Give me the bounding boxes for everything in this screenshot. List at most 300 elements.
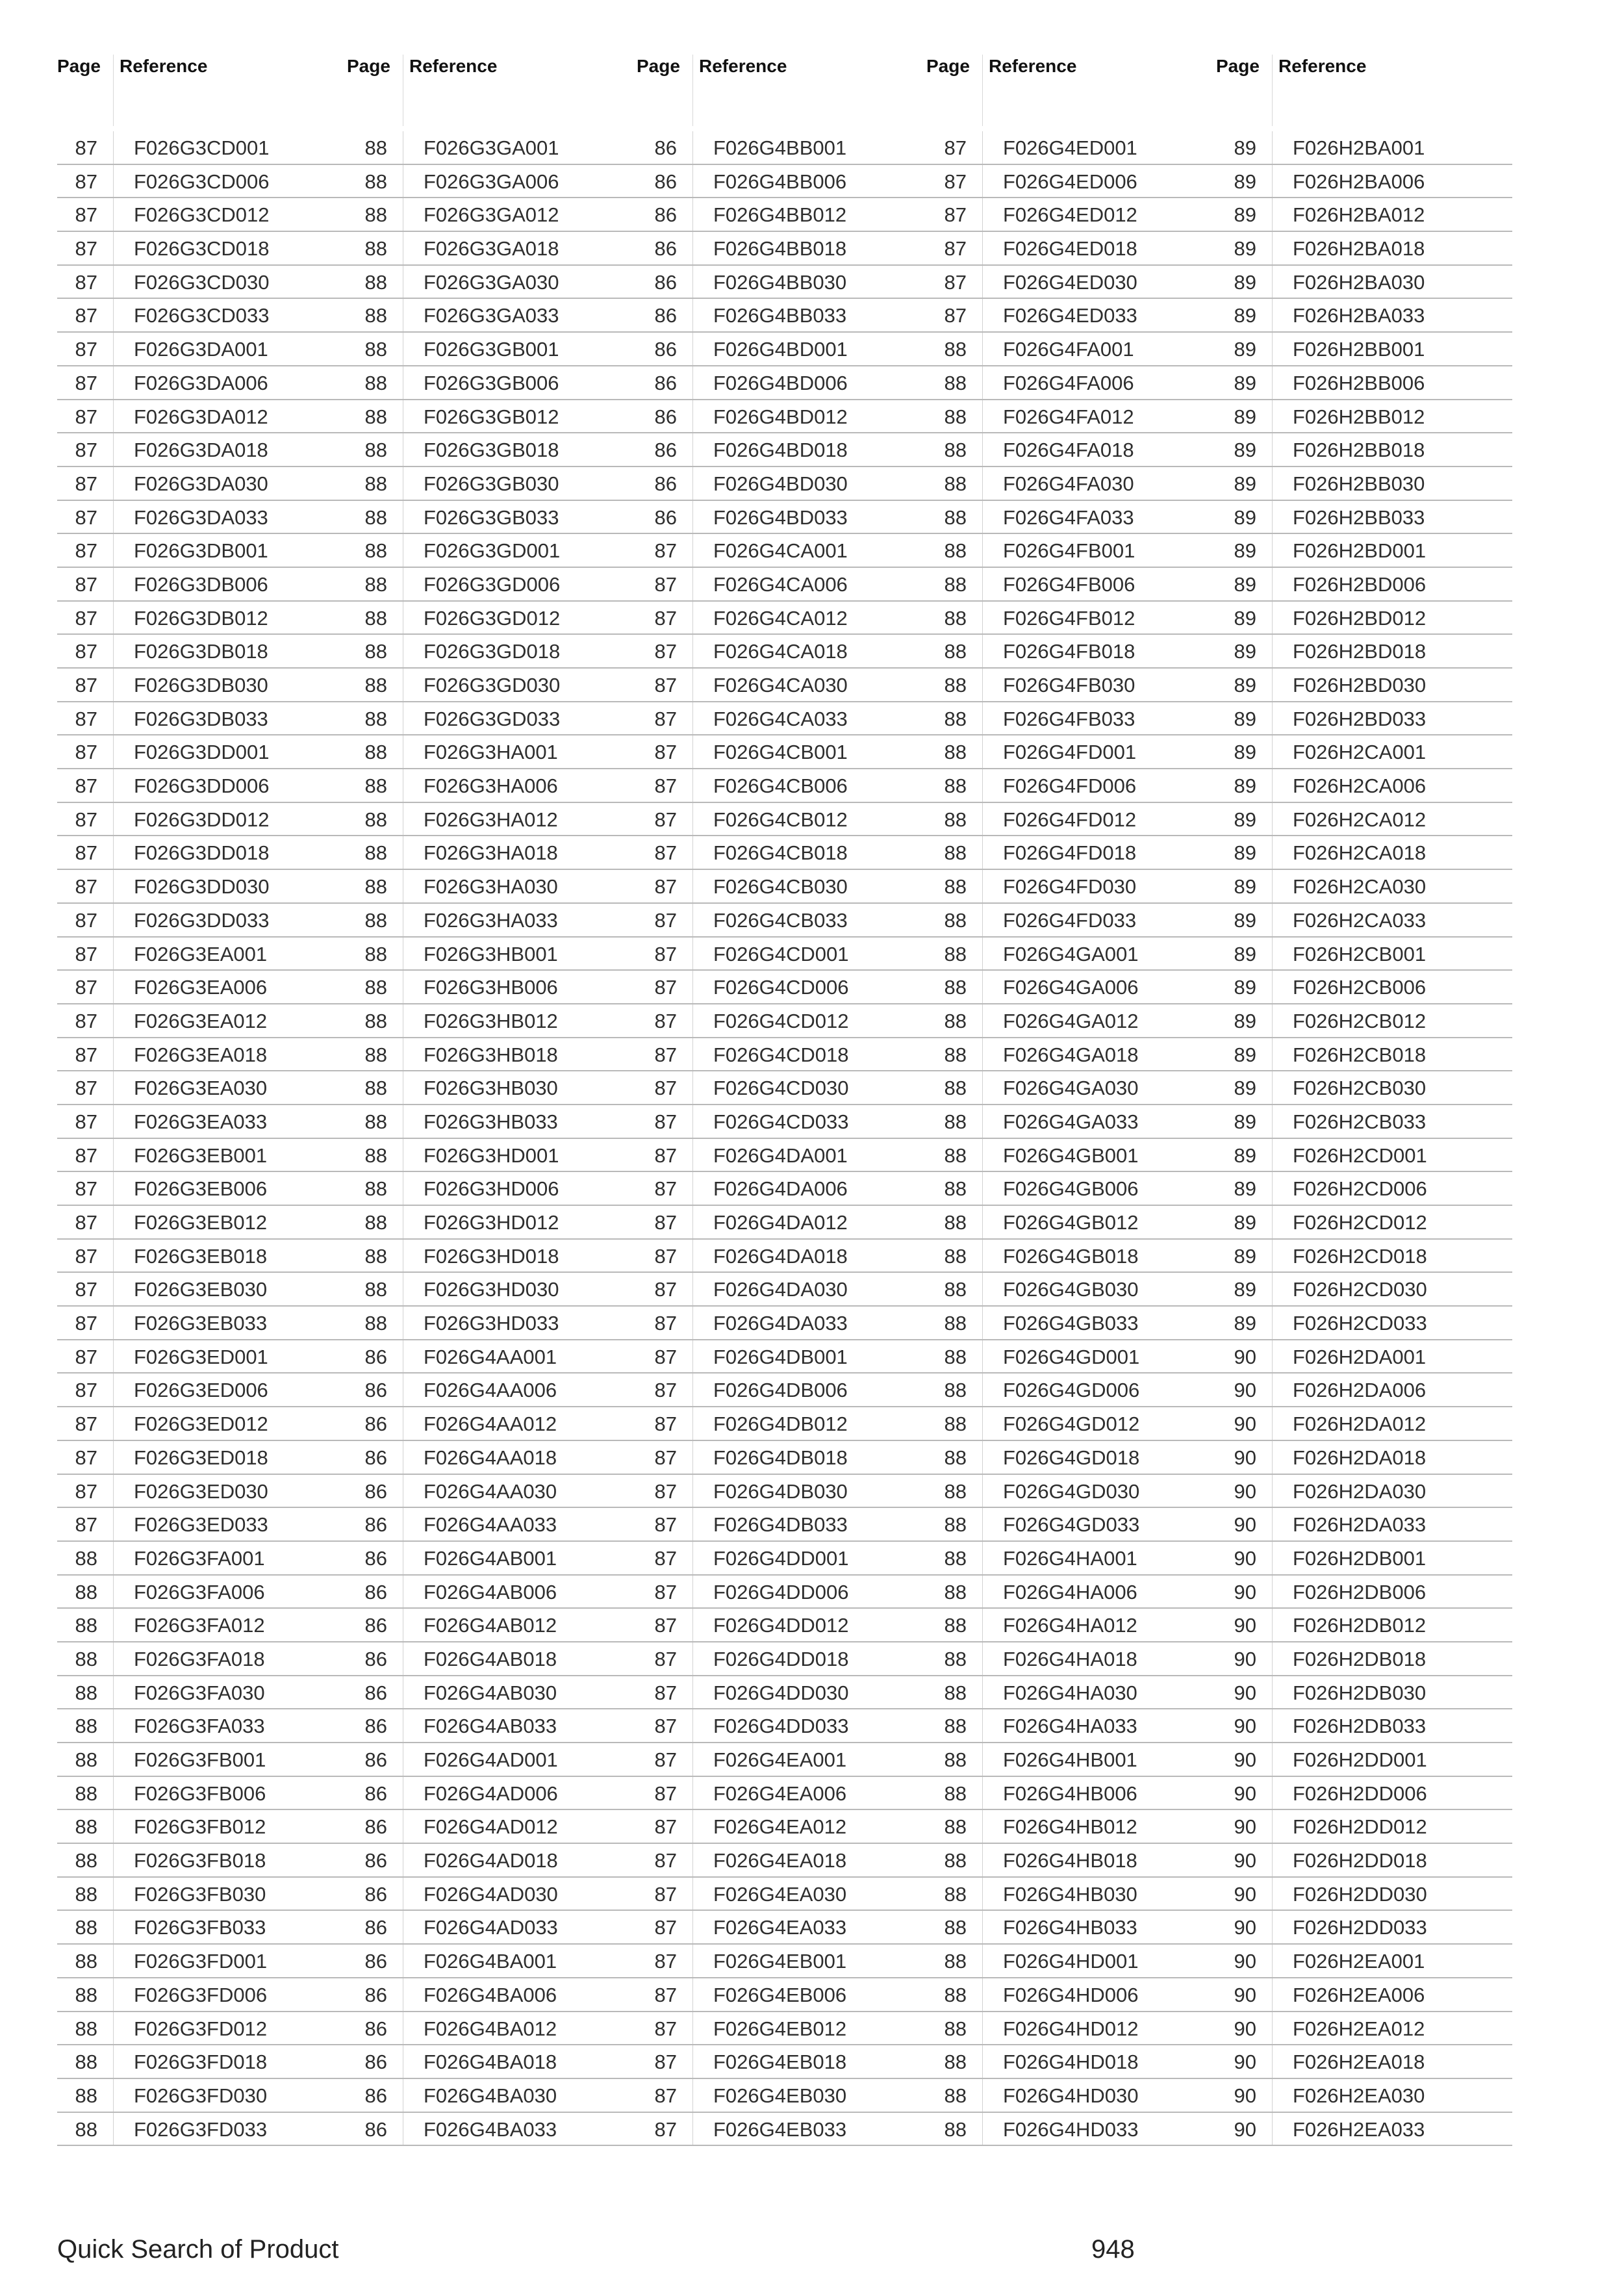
reference-cell: F026G4CD012 bbox=[713, 1009, 849, 1032]
table-row bbox=[57, 1576, 1512, 1609]
page-cell: 89 bbox=[1234, 1110, 1256, 1133]
reference-cell: F026G3GD018 bbox=[424, 640, 561, 663]
page-cell: 89 bbox=[1234, 237, 1256, 261]
reference-cell: F026G3HD018 bbox=[424, 1244, 559, 1268]
column-divider bbox=[1272, 971, 1273, 1003]
page-cell: 88 bbox=[944, 1379, 967, 1402]
column-divider bbox=[692, 55, 693, 126]
column-divider bbox=[982, 165, 983, 198]
table-row bbox=[57, 433, 1512, 467]
page-cell: 86 bbox=[364, 1815, 387, 1839]
page-cell: 89 bbox=[1234, 841, 1256, 865]
reference-cell: F026G3FB030 bbox=[134, 1882, 266, 1906]
reference-cell: F026H2CB001 bbox=[1293, 942, 1427, 965]
reference-cell: F026G4EA030 bbox=[713, 1882, 847, 1906]
column-divider bbox=[113, 266, 114, 298]
page-cell: 87 bbox=[654, 707, 677, 730]
reference-cell: F026G4FB012 bbox=[1003, 606, 1136, 630]
column-divider bbox=[692, 1878, 693, 1910]
reference-cell: F026G4DB012 bbox=[713, 1412, 848, 1436]
page-cell: 87 bbox=[654, 1345, 677, 1368]
column-divider bbox=[692, 702, 693, 735]
page-cell: 86 bbox=[364, 1513, 387, 1537]
page-cell: 88 bbox=[75, 1748, 97, 1771]
page-cell: 86 bbox=[364, 1882, 387, 1906]
page-cell: 87 bbox=[75, 371, 97, 394]
column-divider bbox=[692, 1709, 693, 1742]
column-divider bbox=[982, 870, 983, 902]
page-cell: 88 bbox=[944, 1983, 967, 2006]
column-divider bbox=[1272, 433, 1273, 466]
reference-cell: F026G4EB001 bbox=[713, 1950, 847, 1973]
reference-cell: F026G4GD018 bbox=[1003, 1446, 1140, 1469]
reference-cell: F026G4GA030 bbox=[1003, 1077, 1139, 1100]
page-cell: 90 bbox=[1234, 1412, 1256, 1436]
page-cell: 87 bbox=[654, 1715, 677, 1738]
page-cell: 89 bbox=[1234, 1312, 1256, 1335]
reference-cell: F026H2DA006 bbox=[1293, 1379, 1427, 1402]
table-row bbox=[57, 1475, 1512, 1509]
reference-cell: F026G4AB006 bbox=[424, 1580, 557, 1603]
page-cell: 88 bbox=[75, 1983, 97, 2006]
reference-cell: F026H2DB018 bbox=[1293, 1647, 1427, 1670]
reference-cell: F026H2BB018 bbox=[1293, 439, 1425, 462]
column-divider bbox=[692, 366, 693, 399]
column-divider bbox=[113, 735, 114, 768]
page-cell: 87 bbox=[75, 1077, 97, 1100]
column-divider bbox=[982, 266, 983, 298]
column-divider bbox=[113, 1373, 114, 1406]
page-cell: 90 bbox=[1234, 1647, 1256, 1670]
column-divider bbox=[982, 1071, 983, 1104]
reference-cell: F026G3HB012 bbox=[424, 1009, 558, 1032]
table-row bbox=[57, 2045, 1512, 2079]
page-cell: 88 bbox=[944, 942, 967, 965]
reference-cell: F026G4AD033 bbox=[424, 1916, 558, 1939]
page-cell: 87 bbox=[654, 1983, 677, 2006]
page-cell: 86 bbox=[364, 1614, 387, 1637]
page-cell: 87 bbox=[654, 1950, 677, 1973]
reference-cell: F026G3FA006 bbox=[134, 1580, 265, 1603]
reference-cell: F026H2DB030 bbox=[1293, 1681, 1427, 1704]
reference-cell: F026G3HA018 bbox=[424, 841, 558, 865]
table-row bbox=[57, 534, 1512, 568]
page-cell: 87 bbox=[654, 1647, 677, 1670]
reference-cell: F026G4AA001 bbox=[424, 1345, 557, 1368]
column-divider bbox=[692, 1743, 693, 1776]
reference-cell: F026G3CD006 bbox=[134, 170, 270, 193]
page-cell: 88 bbox=[75, 2084, 97, 2107]
reference-cell: F026G4HD012 bbox=[1003, 2017, 1139, 2040]
column-divider bbox=[692, 534, 693, 567]
reference-cell: F026G4HB033 bbox=[1003, 1916, 1137, 1939]
column-divider bbox=[113, 702, 114, 735]
reference-cell: F026G4CD006 bbox=[713, 976, 849, 999]
reference-cell: F026G3EA033 bbox=[134, 1110, 268, 1133]
table-row bbox=[57, 2012, 1512, 2046]
page-cell: 90 bbox=[1234, 1815, 1256, 1839]
column-divider bbox=[692, 1609, 693, 1641]
reference-cell: F026G4ED030 bbox=[1003, 270, 1137, 294]
column-divider bbox=[113, 1240, 114, 1272]
column-divider bbox=[1272, 1743, 1273, 1776]
reference-cell: F026G4DA018 bbox=[713, 1244, 848, 1268]
page-cell: 87 bbox=[654, 1479, 677, 1503]
column-divider bbox=[692, 1004, 693, 1037]
reference-cell: F026G3GA012 bbox=[424, 203, 559, 227]
column-divider bbox=[982, 1576, 983, 1608]
page-cell: 87 bbox=[654, 2017, 677, 2040]
page-cell: 87 bbox=[75, 1345, 97, 1368]
header-page-5: Page bbox=[1216, 56, 1260, 76]
page-cell: 90 bbox=[1234, 1983, 1256, 2006]
column-divider bbox=[692, 870, 693, 902]
column-divider bbox=[1272, 2113, 1273, 2145]
page-cell: 87 bbox=[75, 976, 97, 999]
page-cell: 87 bbox=[75, 1043, 97, 1066]
reference-cell: F026G4CD018 bbox=[713, 1043, 849, 1066]
page-cell: 87 bbox=[654, 908, 677, 932]
reference-cell: F026G4BB033 bbox=[713, 304, 847, 327]
reference-cell: F026G3DB001 bbox=[134, 539, 268, 563]
column-divider bbox=[1272, 1004, 1273, 1037]
page-cell: 87 bbox=[75, 1009, 97, 1032]
page-cell: 89 bbox=[1234, 405, 1256, 428]
reference-cell: F026H2CB018 bbox=[1293, 1043, 1427, 1066]
page-cell: 88 bbox=[364, 572, 387, 596]
column-divider bbox=[692, 1576, 693, 1608]
reference-cell: F026H2EA030 bbox=[1293, 2084, 1425, 2107]
column-divider bbox=[982, 1004, 983, 1037]
reference-cell: F026H2CA012 bbox=[1293, 808, 1427, 831]
column-divider bbox=[982, 669, 983, 701]
reference-cell: F026G3EB006 bbox=[134, 1177, 268, 1201]
reference-cell: F026G4FB006 bbox=[1003, 572, 1136, 596]
page-cell: 90 bbox=[1234, 1345, 1256, 1368]
reference-cell: F026H2CA006 bbox=[1293, 774, 1427, 798]
column-divider bbox=[113, 467, 114, 500]
header-reference-1: Reference bbox=[120, 56, 208, 76]
page-cell: 90 bbox=[1234, 1513, 1256, 1537]
reference-cell: F026H2BA006 bbox=[1293, 170, 1425, 193]
page-cell: 89 bbox=[1234, 908, 1256, 932]
column-divider bbox=[113, 635, 114, 667]
reference-cell: F026G3CD033 bbox=[134, 304, 270, 327]
reference-cell: F026H2EA012 bbox=[1293, 2017, 1425, 2040]
reference-cell: F026H2EA018 bbox=[1293, 2050, 1425, 2074]
table-row bbox=[57, 467, 1512, 501]
column-divider bbox=[692, 1206, 693, 1238]
reference-cell: F026H2BA033 bbox=[1293, 304, 1425, 327]
reference-cell: F026H2DB033 bbox=[1293, 1715, 1427, 1738]
page-cell: 86 bbox=[364, 1681, 387, 1704]
reference-cell: F026G3HD012 bbox=[424, 1211, 559, 1234]
reference-cell: F026G3GA001 bbox=[424, 136, 559, 159]
reference-cell: F026G3DA012 bbox=[134, 405, 268, 428]
page-cell: 88 bbox=[75, 2117, 97, 2141]
reference-cell: F026G4BB006 bbox=[713, 170, 847, 193]
column-divider bbox=[982, 2079, 983, 2112]
reference-cell: F026G3FB001 bbox=[134, 1748, 266, 1771]
page-cell: 89 bbox=[1234, 572, 1256, 596]
table-row bbox=[57, 1004, 1512, 1038]
page-cell: 88 bbox=[944, 1479, 967, 1503]
page-cell: 89 bbox=[1234, 1009, 1256, 1032]
column-divider bbox=[982, 501, 983, 533]
page-cell: 90 bbox=[1234, 2084, 1256, 2107]
column-divider bbox=[692, 2113, 693, 2145]
page-cell: 87 bbox=[654, 1614, 677, 1637]
page-cell: 86 bbox=[654, 371, 677, 394]
reference-cell: F026G3HA001 bbox=[424, 741, 558, 764]
reference-cell: F026G4BA018 bbox=[424, 2050, 557, 2074]
column-divider bbox=[982, 1407, 983, 1440]
reference-cell: F026G4FA006 bbox=[1003, 371, 1134, 394]
page-cell: 88 bbox=[364, 304, 387, 327]
column-divider bbox=[982, 1307, 983, 1339]
column-divider bbox=[113, 1071, 114, 1104]
reference-cell: F026H2BD018 bbox=[1293, 640, 1427, 663]
page-cell: 87 bbox=[944, 270, 967, 294]
page-cell: 88 bbox=[944, 841, 967, 865]
reference-cell: F026H2CA030 bbox=[1293, 875, 1427, 899]
reference-cell: F026G4DA033 bbox=[713, 1312, 848, 1335]
reference-cell: F026G4AB018 bbox=[424, 1647, 557, 1670]
column-divider bbox=[982, 2045, 983, 2078]
column-divider bbox=[692, 1978, 693, 2011]
column-divider bbox=[982, 1105, 983, 1138]
table-row bbox=[57, 400, 1512, 434]
reference-cell: F026G3DD033 bbox=[134, 908, 270, 932]
reference-cell: F026H2BA012 bbox=[1293, 203, 1425, 227]
table-row bbox=[57, 232, 1512, 266]
page-cell: 89 bbox=[1234, 371, 1256, 394]
reference-cell: F026G4CA001 bbox=[713, 539, 848, 563]
reference-cell: F026G3HA012 bbox=[424, 808, 558, 831]
page-cell: 90 bbox=[1234, 1950, 1256, 1973]
reference-cell: F026G4CA012 bbox=[713, 606, 848, 630]
page-cell: 88 bbox=[944, 1782, 967, 1805]
reference-cell: F026G4AB001 bbox=[424, 1546, 557, 1570]
reference-cell: F026G3DB030 bbox=[134, 674, 268, 696]
reference-cell: F026G4EB018 bbox=[713, 2050, 847, 2074]
table-row bbox=[57, 568, 1512, 602]
page-cell: 87 bbox=[75, 1177, 97, 1201]
column-divider bbox=[982, 299, 983, 331]
page-cell: 88 bbox=[364, 472, 387, 495]
table-row bbox=[57, 1844, 1512, 1878]
column-divider bbox=[1272, 1777, 1273, 1809]
page-cell: 88 bbox=[364, 774, 387, 798]
column-divider bbox=[692, 266, 693, 298]
page-cell: 87 bbox=[75, 170, 97, 193]
page-cell: 87 bbox=[654, 1009, 677, 1032]
page-cell: 88 bbox=[364, 371, 387, 394]
page-cell: 90 bbox=[1234, 1916, 1256, 1939]
page-cell: 88 bbox=[364, 1077, 387, 1100]
reference-cell: F026H2CD033 bbox=[1293, 1312, 1427, 1335]
reference-cell: F026G4CB030 bbox=[713, 875, 848, 899]
reference-cell: F026G4BD018 bbox=[713, 439, 848, 462]
column-divider bbox=[113, 1139, 114, 1171]
table-row bbox=[57, 1508, 1512, 1542]
reference-cell: F026G4DB006 bbox=[713, 1379, 848, 1402]
reference-cell: F026G3GB012 bbox=[424, 405, 559, 428]
reference-cell: F026H2EA006 bbox=[1293, 1983, 1425, 2006]
reference-cell: F026G4FB030 bbox=[1003, 674, 1136, 696]
page-cell: 89 bbox=[1234, 774, 1256, 798]
reference-cell: F026G3DD012 bbox=[134, 808, 270, 831]
page-cell: 88 bbox=[944, 674, 967, 696]
page-cell: 87 bbox=[75, 472, 97, 495]
column-divider bbox=[982, 1373, 983, 1406]
page-cell: 86 bbox=[364, 1479, 387, 1503]
page-cell: 89 bbox=[1234, 1143, 1256, 1167]
reference-cell: F026G4BB018 bbox=[713, 237, 847, 261]
reference-cell: F026G3EB030 bbox=[134, 1278, 268, 1301]
table-row bbox=[57, 1542, 1512, 1576]
reference-cell: F026G4DB018 bbox=[713, 1446, 848, 1469]
column-divider bbox=[1272, 836, 1273, 869]
column-divider bbox=[113, 1273, 114, 1305]
reference-cell: F026G3EA006 bbox=[134, 976, 268, 999]
reference-cell: F026G4DD033 bbox=[713, 1715, 849, 1738]
table-row bbox=[57, 501, 1512, 535]
page-cell: 87 bbox=[75, 774, 97, 798]
reference-cell: F026G3GB033 bbox=[424, 505, 559, 529]
page-cell: 88 bbox=[75, 1950, 97, 1973]
page-cell: 88 bbox=[75, 1647, 97, 1670]
column-divider bbox=[113, 1911, 114, 1943]
column-divider bbox=[1272, 501, 1273, 533]
page-cell: 88 bbox=[364, 707, 387, 730]
page-cell: 89 bbox=[1234, 304, 1256, 327]
page-cell: 88 bbox=[364, 640, 387, 663]
page-cell: 88 bbox=[364, 270, 387, 294]
header-reference-3: Reference bbox=[699, 56, 787, 76]
column-divider bbox=[692, 501, 693, 533]
column-divider bbox=[982, 602, 983, 634]
page-cell: 87 bbox=[654, 841, 677, 865]
reference-cell: F026H2DD012 bbox=[1293, 1815, 1427, 1839]
page-cell: 89 bbox=[1234, 808, 1256, 831]
reference-cell: F026G3HA033 bbox=[424, 908, 558, 932]
column-divider bbox=[1272, 1206, 1273, 1238]
column-divider bbox=[113, 1004, 114, 1037]
reference-cell: F026G3FD001 bbox=[134, 1950, 268, 1973]
reference-cell: F026G4AD012 bbox=[424, 1815, 558, 1839]
page-cell: 90 bbox=[1234, 1748, 1256, 1771]
page-cell: 88 bbox=[944, 1815, 967, 1839]
column-divider bbox=[982, 1978, 983, 2011]
reference-cell: F026G3HB018 bbox=[424, 1043, 558, 1066]
page-cell: 88 bbox=[944, 1312, 967, 1335]
page-cell: 86 bbox=[654, 203, 677, 227]
page-cell: 87 bbox=[654, 1916, 677, 1939]
reference-cell: F026G4BB001 bbox=[713, 136, 847, 159]
page-cell: 88 bbox=[944, 1345, 967, 1368]
reference-cell: F026G4GD033 bbox=[1003, 1513, 1140, 1537]
page-cell: 87 bbox=[75, 270, 97, 294]
page-cell: 88 bbox=[364, 1177, 387, 1201]
column-divider bbox=[692, 232, 693, 264]
reference-cell: F026H2DD033 bbox=[1293, 1916, 1427, 1939]
page-cell: 87 bbox=[654, 1580, 677, 1603]
page-cell: 89 bbox=[1234, 640, 1256, 663]
page-cell: 88 bbox=[75, 1580, 97, 1603]
page-cell: 87 bbox=[654, 1043, 677, 1066]
page-cell: 89 bbox=[1234, 1211, 1256, 1234]
column-divider bbox=[1272, 1038, 1273, 1071]
column-divider bbox=[692, 803, 693, 836]
column-divider bbox=[982, 333, 983, 365]
page-cell: 88 bbox=[944, 774, 967, 798]
table-row bbox=[57, 1676, 1512, 1710]
page-cell: 88 bbox=[364, 808, 387, 831]
column-divider bbox=[113, 366, 114, 399]
column-divider bbox=[1272, 1576, 1273, 1608]
reference-cell: F026G4EA006 bbox=[713, 1782, 847, 1805]
page-cell: 88 bbox=[944, 875, 967, 899]
reference-cell: F026G4HA030 bbox=[1003, 1681, 1137, 1704]
column-divider bbox=[982, 1777, 983, 1809]
page-cell: 88 bbox=[364, 741, 387, 764]
reference-cell: F026G3HA006 bbox=[424, 774, 558, 798]
reference-cell: F026G4GD006 bbox=[1003, 1379, 1140, 1402]
page-cell: 88 bbox=[944, 1513, 967, 1537]
page-cell: 87 bbox=[654, 606, 677, 630]
column-divider bbox=[113, 1172, 114, 1205]
page-cell: 87 bbox=[75, 1244, 97, 1268]
column-divider bbox=[113, 1810, 114, 1843]
page-cell: 87 bbox=[75, 203, 97, 227]
page-cell: 88 bbox=[944, 640, 967, 663]
page-cell: 88 bbox=[944, 1614, 967, 1637]
column-divider bbox=[113, 602, 114, 634]
page-cell: 88 bbox=[364, 942, 387, 965]
reference-cell: F026G3FD018 bbox=[134, 2050, 268, 2074]
column-divider bbox=[982, 1340, 983, 1373]
reference-cell: F026G4ED006 bbox=[1003, 170, 1137, 193]
page-cell: 86 bbox=[364, 1412, 387, 1436]
reference-cell: F026G4FA033 bbox=[1003, 505, 1134, 529]
reference-cell: F026G3ED006 bbox=[134, 1379, 268, 1402]
table-row bbox=[57, 266, 1512, 300]
page-cell: 87 bbox=[654, 1782, 677, 1805]
page-cell: 86 bbox=[654, 136, 677, 159]
table-row bbox=[57, 333, 1512, 366]
page-cell: 86 bbox=[654, 237, 677, 261]
page-cell: 87 bbox=[75, 741, 97, 764]
page-cell: 88 bbox=[944, 2117, 967, 2141]
column-divider bbox=[692, 1407, 693, 1440]
reference-cell: F026G4DB030 bbox=[713, 1479, 848, 1503]
reference-cell: F026G4GB030 bbox=[1003, 1278, 1139, 1301]
reference-cell: F026G4GA018 bbox=[1003, 1043, 1139, 1066]
column-divider bbox=[1272, 266, 1273, 298]
reference-cell: F026G4FD018 bbox=[1003, 841, 1137, 865]
reference-cell: F026G4DD018 bbox=[713, 1647, 849, 1670]
reference-cell: F026G3HB001 bbox=[424, 942, 558, 965]
page-cell: 89 bbox=[1234, 338, 1256, 361]
column-divider bbox=[692, 2045, 693, 2078]
page-cell: 87 bbox=[654, 1211, 677, 1234]
column-divider bbox=[1272, 333, 1273, 365]
page-cell: 89 bbox=[1234, 136, 1256, 159]
column-divider bbox=[982, 198, 983, 231]
column-divider bbox=[1272, 1911, 1273, 1943]
column-divider bbox=[113, 1340, 114, 1373]
